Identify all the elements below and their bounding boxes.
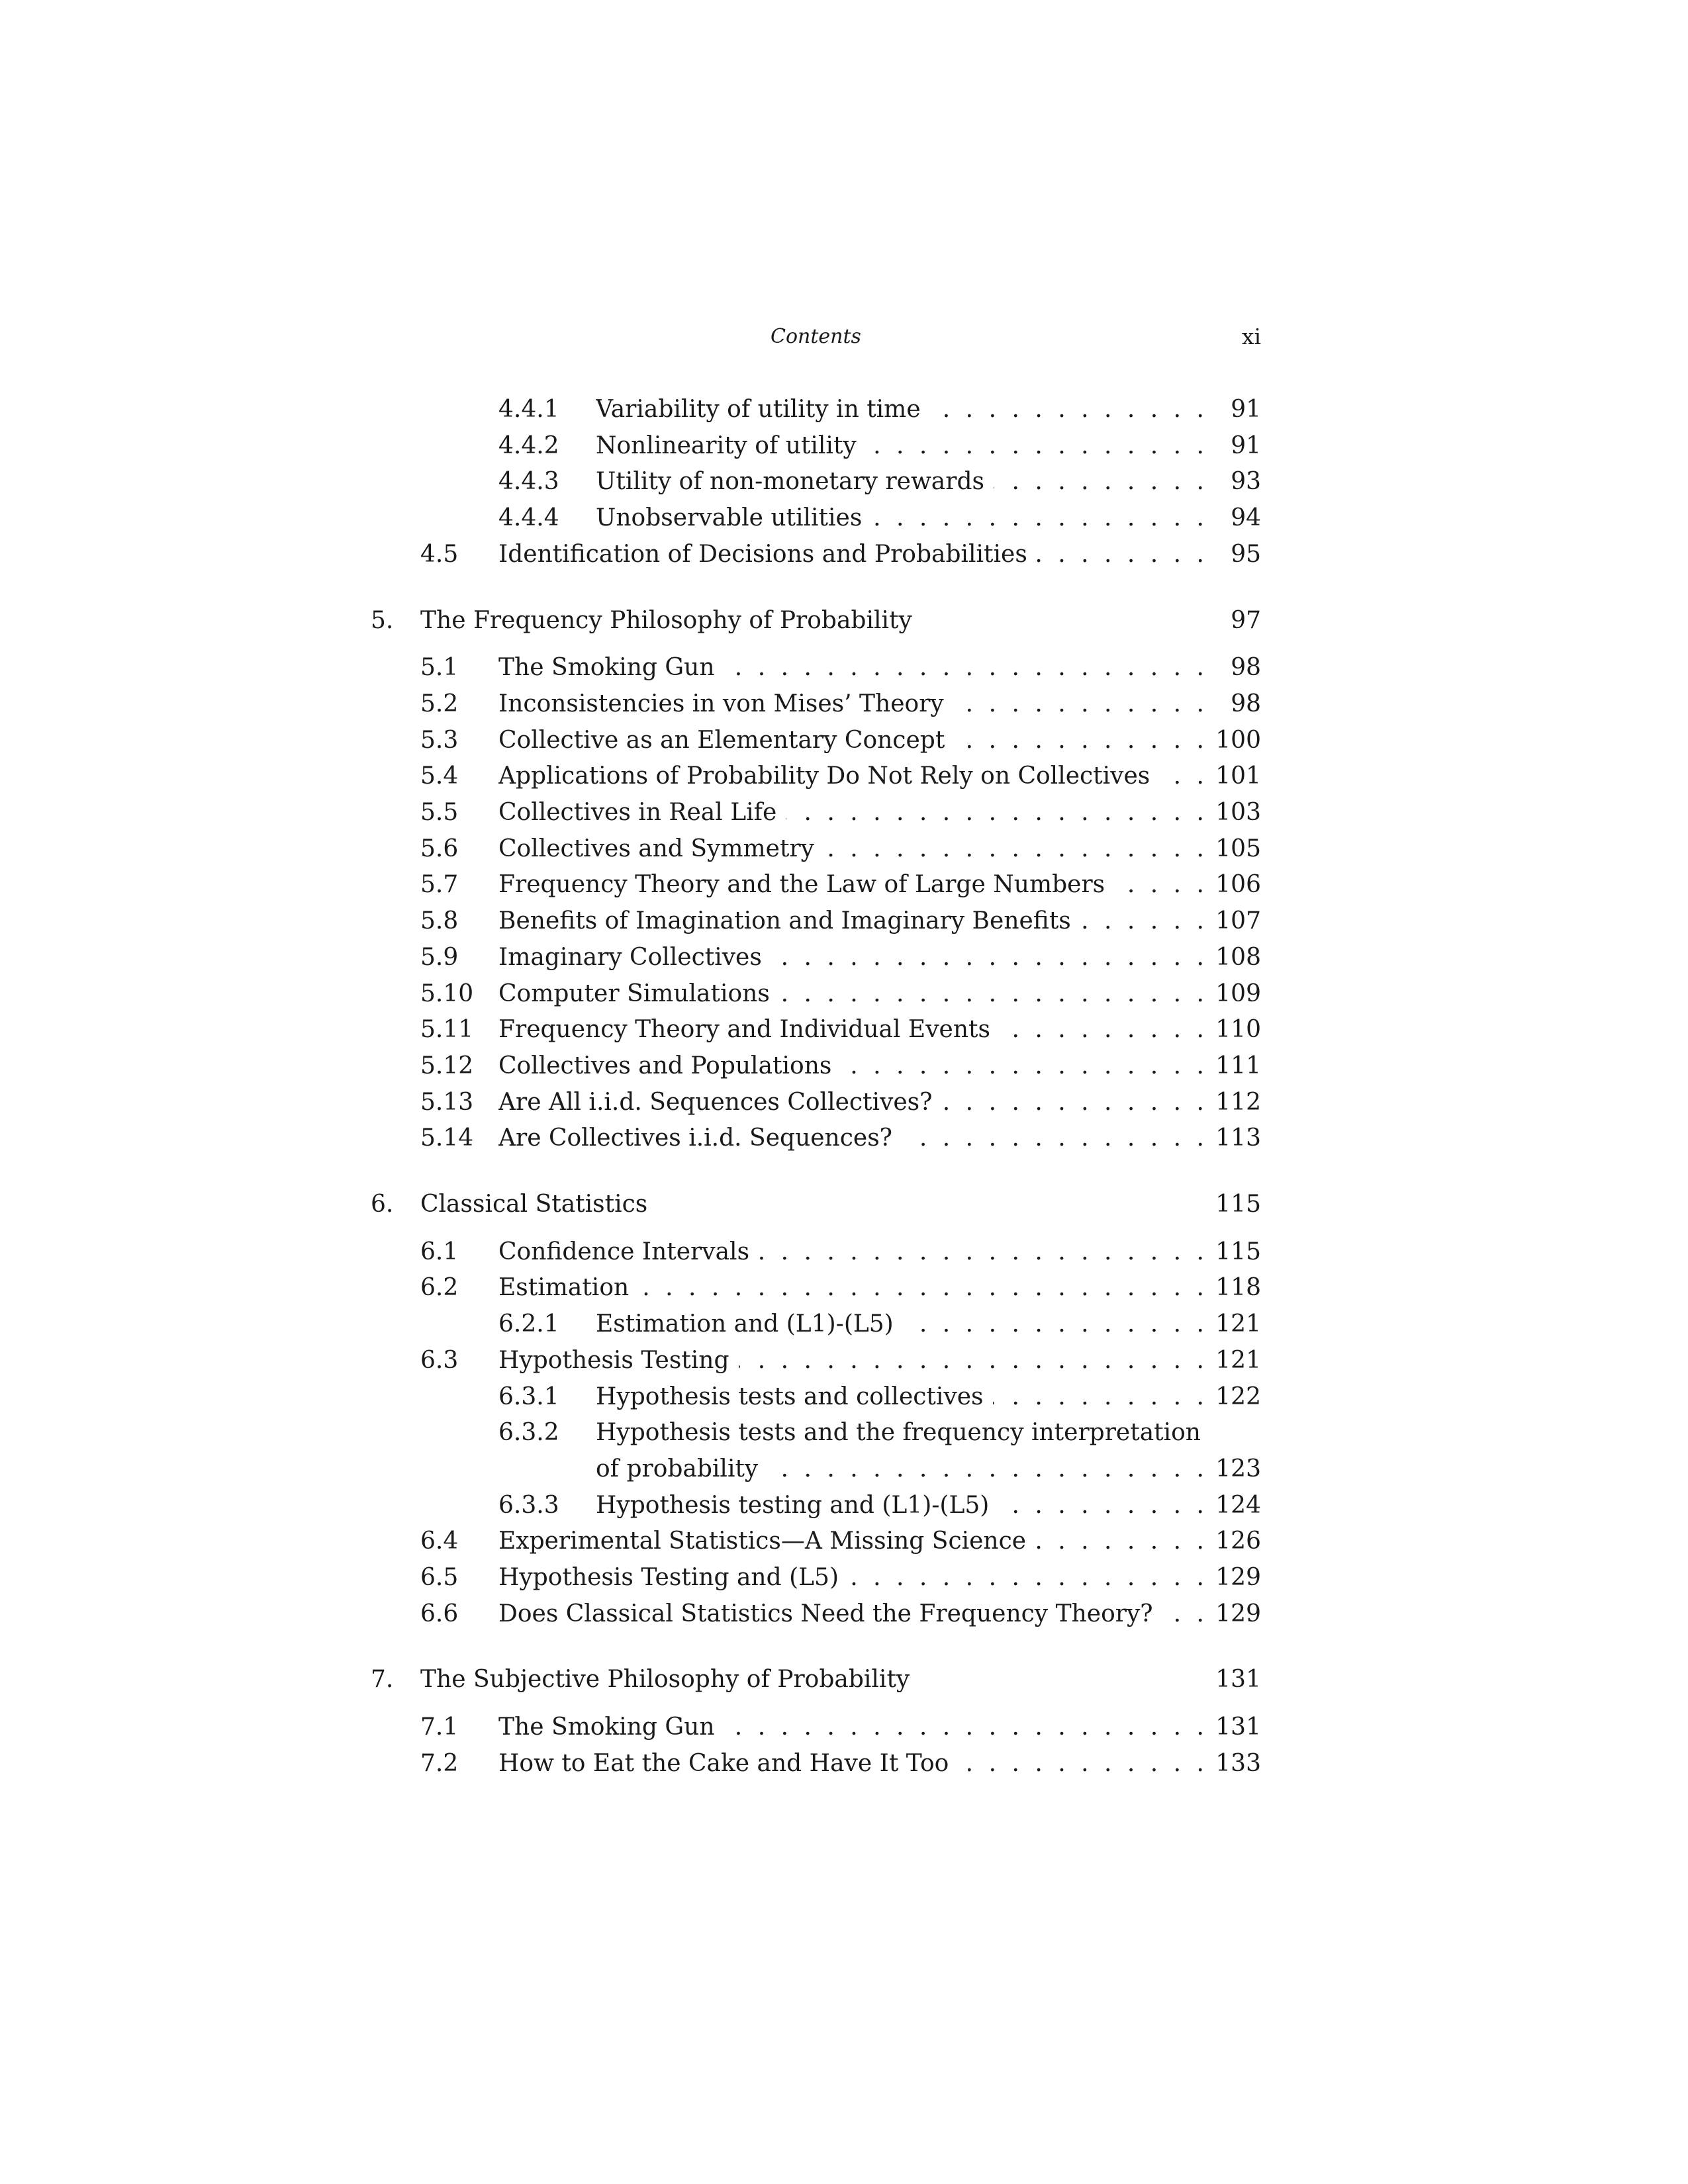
toc-entry[interactable] <box>420 978 1261 1011</box>
toc-entry-number: 7.1 <box>420 1713 459 1741</box>
toc-entry-title <box>420 604 1208 637</box>
toc-entry[interactable] <box>420 1236 1261 1269</box>
toc-entry-title-text: Collectives and Symmetry <box>498 835 823 862</box>
toc-entry[interactable] <box>420 1598 1261 1631</box>
toc-entry-title-text: Applications of Probability Do Not Rely on Collectives <box>498 762 1159 790</box>
toc-entry-page: 97 <box>1231 606 1261 634</box>
toc-entry-title <box>498 833 1208 866</box>
toc-entry-title <box>498 1236 1208 1269</box>
toc-entry-title <box>498 1598 1208 1631</box>
toc-entry-page: 111 <box>1215 1052 1261 1079</box>
toc-entry-title <box>596 1381 1208 1414</box>
toc-entry-page: 107 <box>1215 907 1261 935</box>
toc-chapter-entry[interactable] <box>371 604 1261 637</box>
toc-entry-number: 6.3.2 <box>498 1419 559 1447</box>
toc-entry-title-text: Frequency Theory and Individual Events <box>498 1016 1000 1043</box>
toc-entry-title <box>498 1271 1208 1304</box>
toc-entry-page: 105 <box>1215 835 1261 862</box>
toc-entry[interactable] <box>420 1344 1261 1377</box>
toc-entry-page: 131 <box>1215 1713 1261 1741</box>
toc-entry-page: 129 <box>1215 1600 1261 1627</box>
toc-entry-page: 124 <box>1215 1491 1261 1519</box>
toc-entry[interactable] <box>420 905 1261 938</box>
toc-entry-title-text: Classical Statistics <box>420 1191 657 1218</box>
toc-entry[interactable] <box>420 868 1261 901</box>
toc-entry-number: 7. <box>371 1666 394 1694</box>
toc-entry[interactable] <box>420 1122 1261 1155</box>
toc-entry[interactable] <box>420 724 1261 757</box>
toc-entry[interactable] <box>420 1086 1261 1119</box>
toc-entry-title <box>498 760 1208 793</box>
toc-entry-number: 6.1 <box>420 1238 459 1265</box>
toc-entry-title-text: Variability of utility in time <box>596 396 930 423</box>
toc-entry[interactable] <box>420 538 1261 571</box>
toc-entry-page: 121 <box>1215 1310 1261 1338</box>
toc-entry-number: 5.11 <box>420 1016 474 1044</box>
toc-entry-title <box>498 1122 1208 1155</box>
toc-entry-page: 91 <box>1231 396 1261 423</box>
toc-entry-page: 123 <box>1215 1455 1261 1482</box>
toc-entry-title <box>498 796 1208 829</box>
toc-entry-title <box>498 538 1208 571</box>
toc-entry-number: 4.4.3 <box>498 468 559 496</box>
toc-entry-title-text: How to Eat the Cake and Have It Too <box>498 1750 958 1777</box>
toc-entry-title <box>498 941 1208 974</box>
toc-entry-number: 5.8 <box>420 907 459 935</box>
running-header <box>371 320 1261 353</box>
toc-entry[interactable] <box>498 465 1261 498</box>
toc-entry-title-text: Inconsistencies in von Mises’ Theory <box>498 690 953 717</box>
running-header-page-number: xi <box>1241 324 1261 349</box>
toc-entry-page: 103 <box>1215 799 1261 826</box>
toc-entry[interactable] <box>420 1561 1261 1594</box>
toc-entry-number: 5.14 <box>420 1124 474 1152</box>
toc-entry[interactable] <box>498 502 1261 535</box>
toc-entry-page: 115 <box>1215 1238 1261 1265</box>
toc-entry[interactable] <box>498 1489 1261 1522</box>
toc-entry-page: 131 <box>1215 1666 1261 1694</box>
toc-entry-title-text: Estimation and (L1)-(L5) <box>596 1310 903 1338</box>
toc-entry-title <box>498 905 1208 938</box>
toc-entry[interactable] <box>420 651 1261 684</box>
toc-entry-title <box>498 1525 1208 1558</box>
toc-entry-number: 5.6 <box>420 835 459 862</box>
toc-entry-page: 122 <box>1215 1383 1261 1410</box>
toc-entry-title <box>498 1711 1208 1744</box>
toc-entry-continuation[interactable] <box>498 1453 1261 1486</box>
toc-chapter-entry[interactable] <box>371 1188 1261 1221</box>
toc-entry-title <box>498 1561 1208 1594</box>
toc-entry-number: 6.4 <box>420 1527 459 1555</box>
toc-entry-title-text: Estimation <box>498 1274 638 1301</box>
toc-entry-title-text: Hypothesis Testing <box>498 1347 739 1374</box>
toc-entry-title <box>596 1308 1208 1341</box>
toc-entry-page: 93 <box>1231 468 1261 496</box>
toc-entry-title-text: Are Collectives i.i.d. Sequences? <box>498 1124 902 1152</box>
toc-entry-title <box>596 393 1208 426</box>
running-header-title: Contents <box>771 325 861 348</box>
toc-entry-number: 6.3.1 <box>498 1383 559 1410</box>
toc-entry-number: 7.2 <box>420 1749 459 1777</box>
toc-entry[interactable] <box>420 1711 1261 1744</box>
toc-entry[interactable] <box>420 833 1261 866</box>
toc-entry-title-text: Computer Simulations <box>498 980 779 1007</box>
toc-entry-title <box>498 651 1208 684</box>
toc-entry-number: 5.4 <box>420 762 459 790</box>
toc-entry[interactable] <box>498 1381 1261 1414</box>
toc-entry-title <box>498 1050 1208 1083</box>
toc-entry-title <box>498 724 1208 757</box>
toc-entry-title-text: Benefits of Imagination and Imaginary Benefits <box>498 907 1080 934</box>
toc-entry-number: 5.5 <box>420 799 459 826</box>
toc-entry-page: 95 <box>1231 540 1261 568</box>
toc-entry-title-text: Hypothesis Testing and (L5) <box>498 1564 848 1591</box>
toc-entry-number: 6.3.3 <box>498 1491 559 1519</box>
toc-entry-title <box>420 1188 1208 1221</box>
toc-entry-title-text: Collectives in Real Life <box>498 799 786 826</box>
toc-entry-title-text: Collective as an Elementary Concept <box>498 727 954 754</box>
toc-entry-number: 4.4.4 <box>498 504 559 532</box>
toc-entry-number: 5.2 <box>420 690 459 717</box>
toc-entry[interactable] <box>420 688 1261 721</box>
toc-entry-page: 112 <box>1215 1088 1261 1116</box>
toc-entry-number: 5. <box>371 606 394 634</box>
toc-entry-title-text: Nonlinearity of utility <box>596 432 866 459</box>
toc-entry-title <box>498 1013 1208 1046</box>
toc-entry-page: 94 <box>1231 504 1261 532</box>
toc-entry-page: 126 <box>1215 1527 1261 1555</box>
toc-entry-title-text: Utility of non-monetary rewards <box>596 468 994 495</box>
toc-entry-number: 6.6 <box>420 1600 459 1627</box>
toc-entry-title-text: Unobservable utilities <box>596 504 871 531</box>
toc-entry-number: 5.3 <box>420 726 459 754</box>
toc-entry-page: 101 <box>1215 762 1261 790</box>
toc-entry-title <box>596 430 1208 463</box>
toc-entry-page: 108 <box>1215 943 1261 971</box>
toc-entry-number: 5.1 <box>420 654 459 682</box>
toc-entry-title-text: Hypothesis tests and collectives <box>596 1383 993 1410</box>
toc-entry-title-text: Identification of Decisions and Probabilities <box>498 541 1037 568</box>
toc-entry-number: 6.3 <box>420 1346 459 1374</box>
toc-entry-number: 6.5 <box>420 1564 459 1591</box>
toc-entry-title-text: Experimental Statistics—A Missing Science <box>498 1527 1035 1555</box>
toc-entry-page: 106 <box>1215 871 1261 899</box>
toc-entry[interactable] <box>420 1525 1261 1558</box>
toc-entry[interactable] <box>498 1416 1261 1449</box>
toc-entry-title-text: Are All i.i.d. Sequences Collectives? <box>498 1089 941 1116</box>
toc-entry-title-text: Imaginary Collectives <box>498 944 771 971</box>
toc-entry-title <box>498 1747 1208 1780</box>
toc-entry-title <box>498 978 1208 1011</box>
toc-entry-title <box>498 868 1208 901</box>
toc-entry-page: 115 <box>1215 1191 1261 1218</box>
toc-entry-number: 4.4.2 <box>498 432 559 459</box>
toc-entry[interactable] <box>420 1013 1261 1046</box>
toc-entry-title-text: of probability <box>596 1455 767 1482</box>
toc-entry-page: 98 <box>1231 654 1261 682</box>
toc-entry-page: 113 <box>1215 1124 1261 1152</box>
toc-entry[interactable] <box>420 1747 1261 1780</box>
toc-entry-title-text: Frequency Theory and the Law of Large Numbers <box>498 871 1114 898</box>
toc-entry-title-text: The Subjective Philosophy of Probability <box>420 1666 919 1693</box>
toc-entry-title-text: Collectives and Populations <box>498 1052 841 1079</box>
toc-entry-number: 5.7 <box>420 871 459 899</box>
toc-entry-page: 109 <box>1215 979 1261 1007</box>
toc-entry-page: 91 <box>1231 432 1261 459</box>
toc-entry[interactable] <box>498 430 1261 463</box>
toc-entry-title <box>596 502 1208 535</box>
toc-entry-number: 6.2.1 <box>498 1310 559 1338</box>
toc-entry-title-text: Confidence Intervals <box>498 1238 759 1265</box>
toc-entry-number: 5.12 <box>420 1052 474 1079</box>
toc-entry-page: 118 <box>1215 1274 1261 1302</box>
toc-entry-title-text: Does Classical Statistics Need the Frequency Theory? <box>498 1600 1162 1627</box>
toc-entry-number: 4.5 <box>420 540 459 568</box>
toc-entry-page: 133 <box>1215 1749 1261 1777</box>
toc-entry-page: 129 <box>1215 1564 1261 1591</box>
toc-entry-page: 98 <box>1231 690 1261 717</box>
toc-entry-title-text: The Smoking Gun <box>498 1713 724 1741</box>
toc-entry-title <box>596 465 1208 498</box>
toc-chapter-entry[interactable] <box>371 1663 1261 1696</box>
toc-entry[interactable] <box>498 1308 1261 1341</box>
toc-entry-number: 5.10 <box>420 979 474 1007</box>
toc-entry-title-text: The Frequency Philosophy of Probability <box>420 607 921 634</box>
toc-entry-title <box>420 1663 1208 1696</box>
toc-entry-title <box>596 1453 1208 1486</box>
toc-entry-title-text: The Smoking Gun <box>498 654 724 681</box>
toc-entry-number: 5.13 <box>420 1088 474 1116</box>
toc-entry-number: 4.4.1 <box>498 396 559 423</box>
toc-entry[interactable] <box>420 941 1261 974</box>
toc-entry-page: 121 <box>1215 1346 1261 1374</box>
toc-entry-number: 5.9 <box>420 943 459 971</box>
toc-entry-number: 6.2 <box>420 1274 459 1302</box>
toc-entry[interactable] <box>420 796 1261 829</box>
toc-entry-title <box>596 1489 1208 1522</box>
toc-entry-number: 6. <box>371 1191 394 1218</box>
toc-entry-title <box>498 688 1208 721</box>
toc-entry[interactable] <box>498 393 1261 426</box>
toc-entry[interactable] <box>420 760 1261 793</box>
toc-entry-title-text: Hypothesis testing and (L1)-(L5) <box>596 1492 998 1519</box>
toc-entry[interactable] <box>420 1271 1261 1304</box>
toc-entry-title-text: Hypothesis tests and the frequency interpretation <box>596 1419 1208 1446</box>
toc-entry-page: 110 <box>1215 1016 1261 1044</box>
toc-entry-title <box>498 1086 1208 1119</box>
toc-entry[interactable] <box>420 1050 1261 1083</box>
toc-entry-page: 100 <box>1215 726 1261 754</box>
toc-entry-title <box>498 1344 1208 1377</box>
toc-entry-title <box>596 1416 1208 1449</box>
